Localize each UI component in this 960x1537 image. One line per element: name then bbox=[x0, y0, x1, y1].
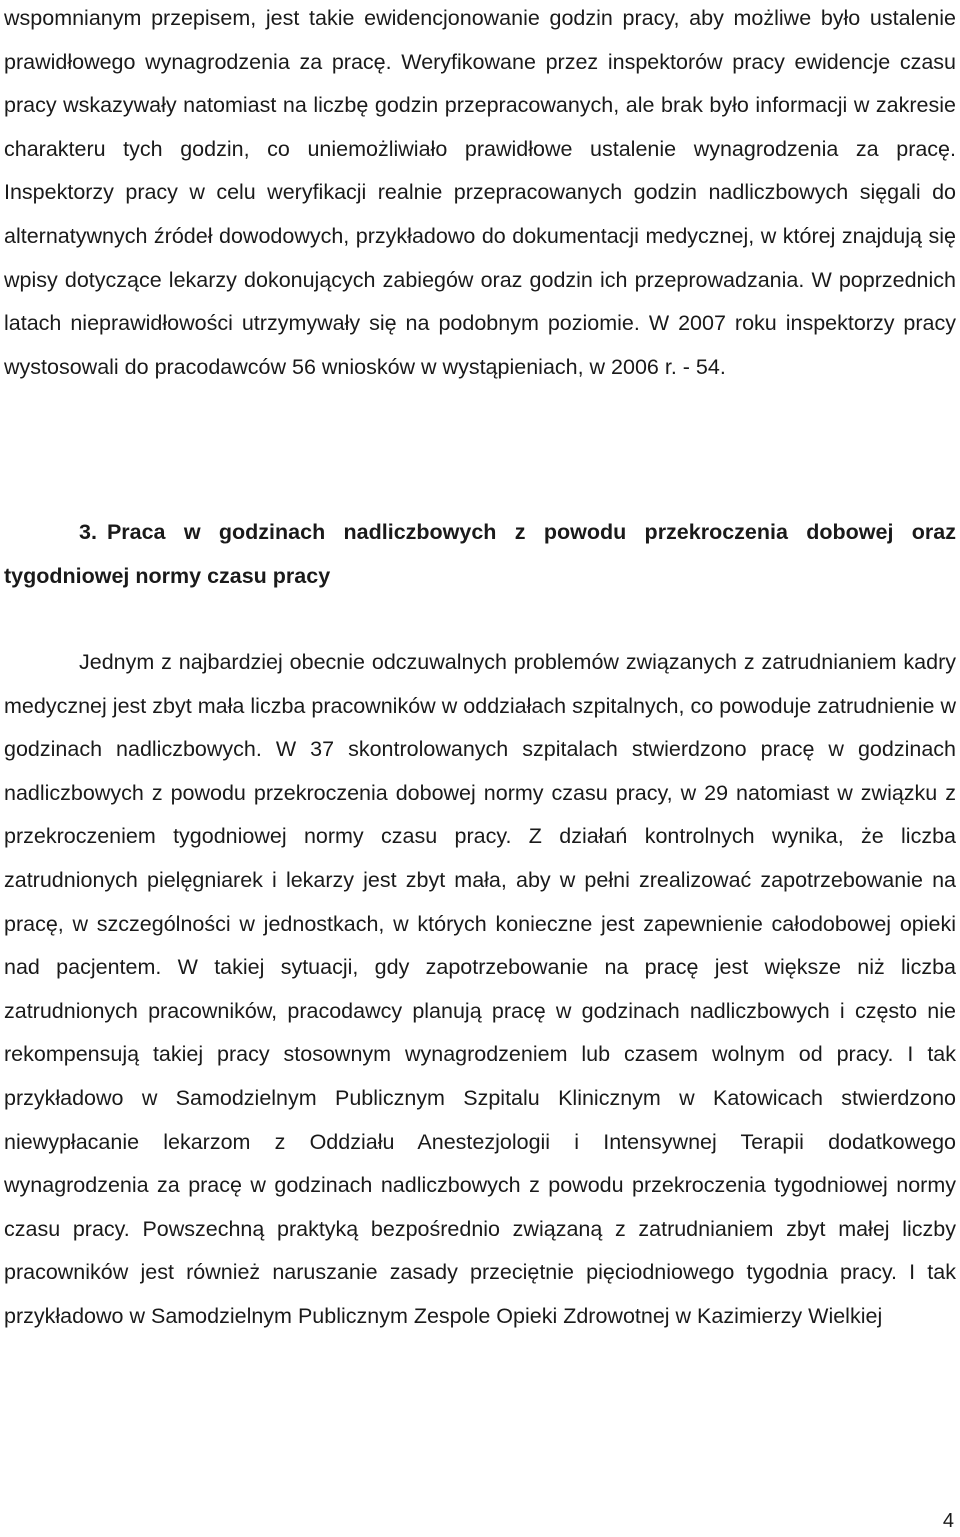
body-paragraph-2: Jednym z najbardziej obecnie odczuwalnych problemów związanych z zatrudnianiem kadry medycznej jest zbyt mała liczba pracowników w oddziałach szpitalnych, co powoduje zatrudnienie w godzinach nadliczbowych. W 37 skontrolowanych szpitalach stwierdzono pracę w godzinach nadliczbowych z powodu przekroczenia dobowej normy czasu pracy, w 29 natomiast w związku z przekroczeniem tygodniowej normy czasu pracy. Z działań kontrolnych wynika, że liczba zatrudnionych pielęgniarek i lekarzy jest zbyt mała, aby w pełni zrealizować zapotrzebowanie na pracę, w szczególności w jednostkach, w których konieczne jest zapewnienie całodobowej opieki nad pacjentem. W takiej sytuacji, gdy zapotrzebowanie na pracę jest większe niż liczba zatrudnionych pracowników, pracodawcy planują pracę w godzinach nadliczbowych i często nie rekompensują takiej pracy stosownym wynagrodzeniem lub czasem wolnym od pracy. I tak przykładowo w Samodzielnym Publicznym Szpitalu Klinicznym w Katowicach stwierdzono niewypłacanie lekarzom z Oddziału Anestezjologii i Intensywnej Terapii dodatkowego wynagrodzenia za pracę w godzinach nadliczbowych z powodu przekroczenia tygodniowej normy czasu pracy. Powszechną praktyką bezpośrednio związaną z zatrudnianiem zbyt małej liczby pracowników jest również naruszanie zasady przeciętnie pięciodniowego tygodnia pracy. I tak przykładowo w Samodzielnym Publicznym Zespole Opieki Zdrowotnej w Kazimierzy Wielkiej bbox=[4, 650, 956, 1328]
body-paragraph-1: wspomnianym przepisem, jest takie ewidencjonowanie godzin pracy, aby możliwe było ustalenie prawidłowego wynagrodzenia za pracę. Weryfikowane przez inspektorów pracy ewidencje czasu pracy wskazywały natomiast na liczbę godzin przepracowanych, ale brak było informacji w zakresie charakteru tych godzin, co uniemożliwiało prawidłowe ustalenie wynagrodzenia za pracę. Inspektorzy pracy w celu weryfikacji realnie przepracowanych godzin nadliczbowych sięgali do alternatywnych źródeł dowodowych, przykładowo do dokumentacji medycznej, w której znajdują się wpisy dotyczące lekarzy dokonujących zabiegów oraz godzin ich przeprowadzania. W poprzednich latach nieprawidłowości utrzymywały się na podobnym poziomie. W 2007 roku inspektorzy pracy wystosowali do pracodawców 56 wniosków w wystąpieniach, w 2006 r. - 54. bbox=[4, 6, 956, 379]
section-number: 3. bbox=[79, 520, 97, 544]
page-number: 4 bbox=[942, 1510, 954, 1532]
section-heading bbox=[4, 511, 956, 598]
section-title: Praca w godzinach nadliczbowych z powodu przekroczenia dobowej oraz tygodniowej normy czasu pracy bbox=[4, 520, 956, 588]
